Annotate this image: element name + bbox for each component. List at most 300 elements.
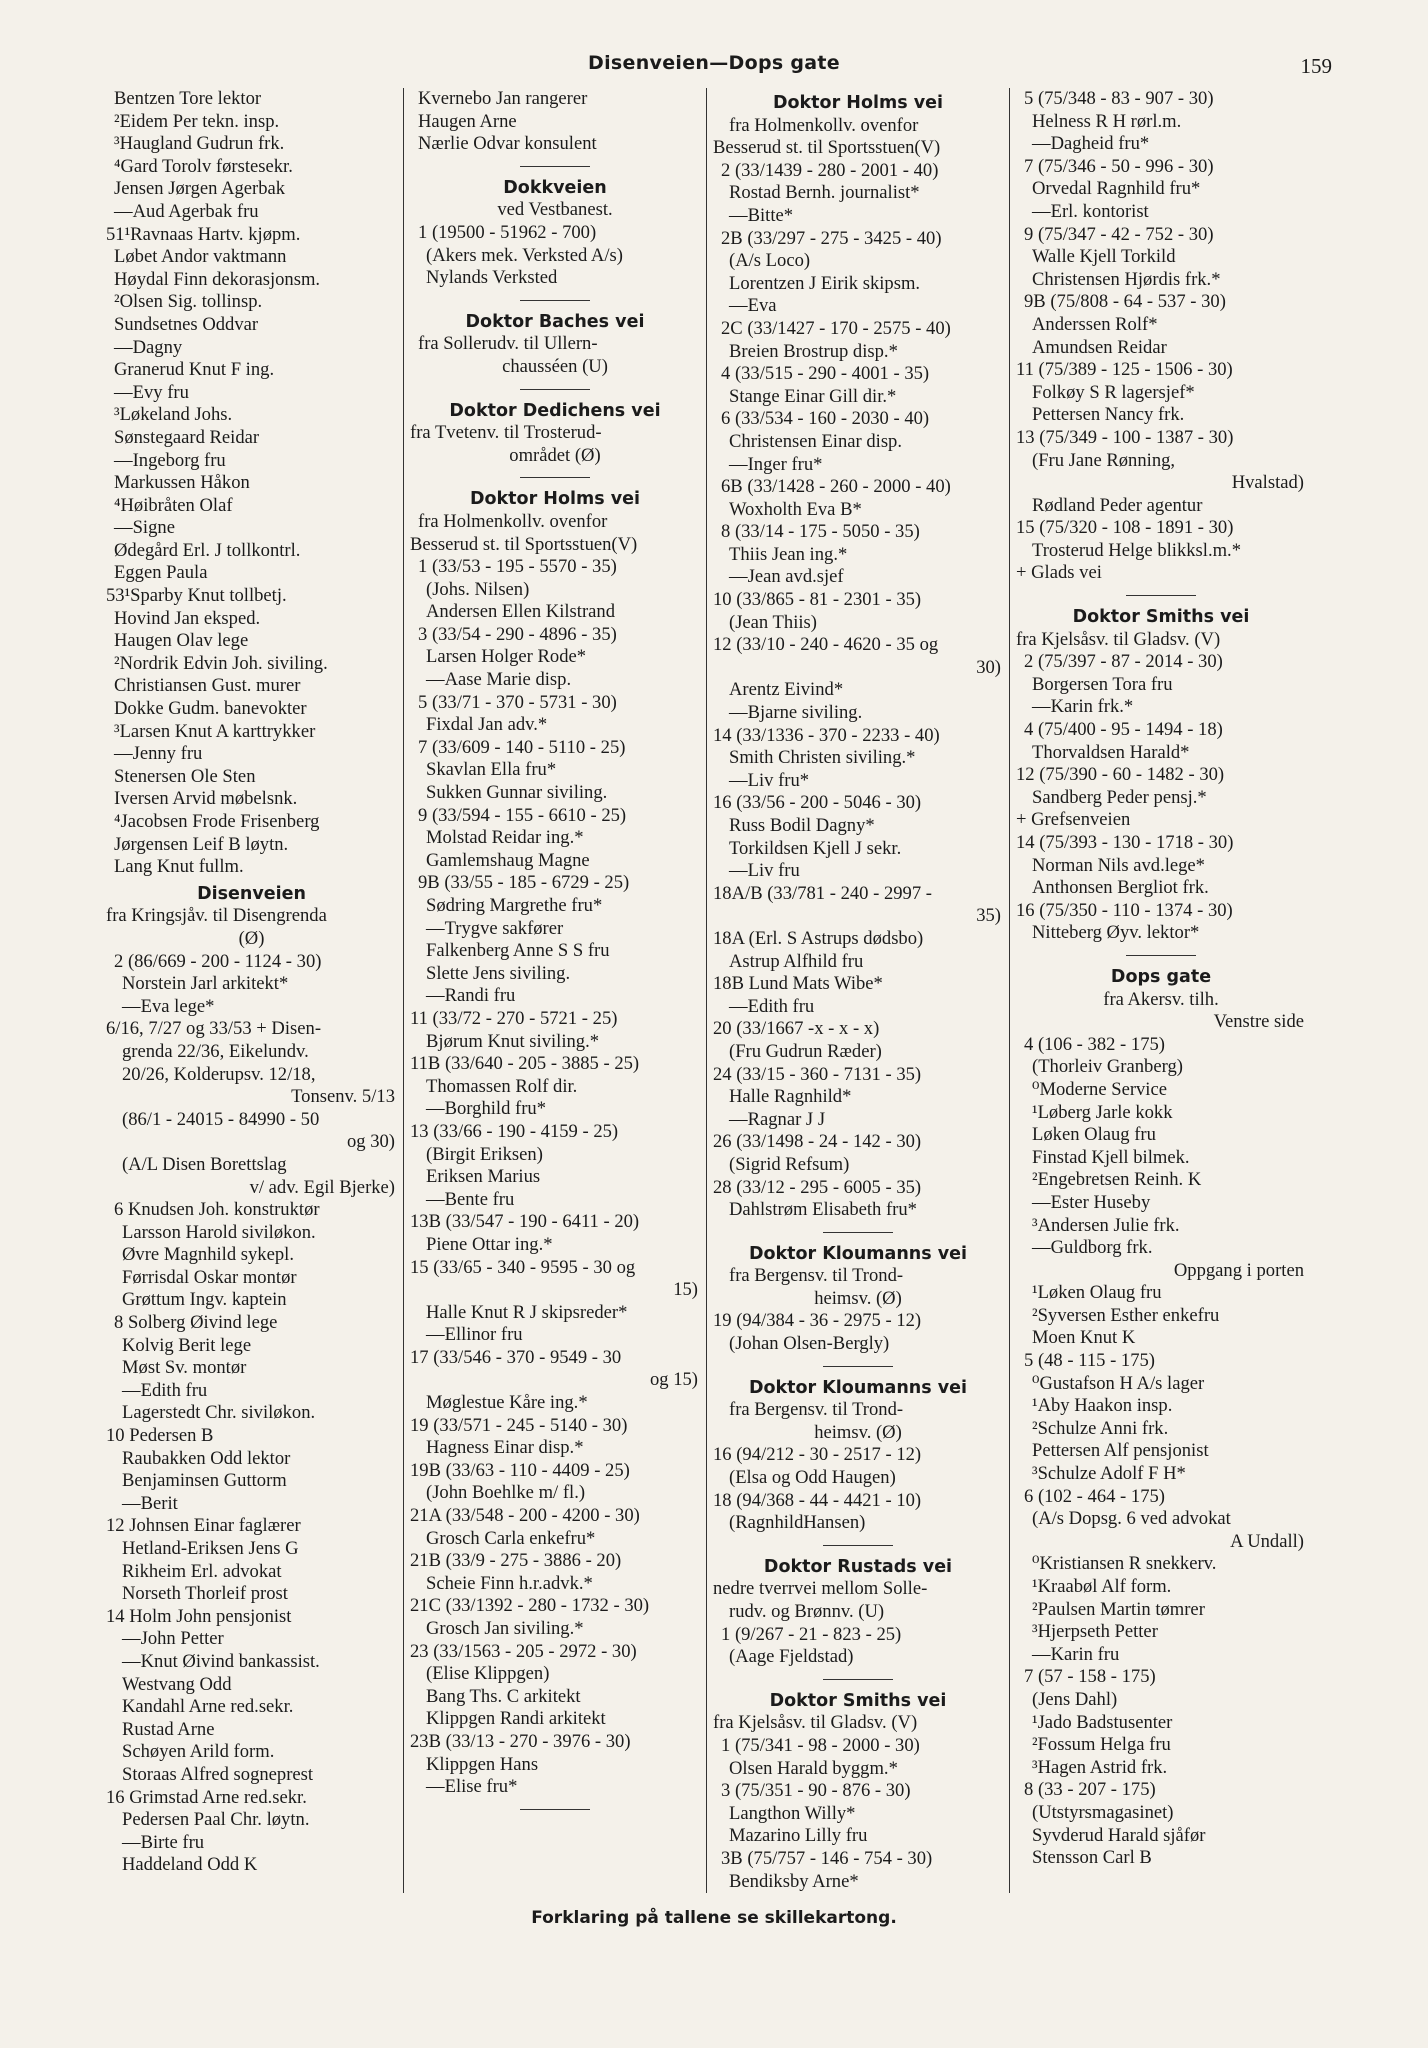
- directory-entry: 13B (33/547 - 190 - 6411 - 20): [410, 1211, 640, 1233]
- directory-entry: Rustad Arne: [122, 1718, 215, 1740]
- directory-entry: Lagerstedt Chr. siviløkon.: [122, 1402, 316, 1424]
- directory-entry: 24 (33/15 - 360 - 7131 - 35): [713, 1063, 922, 1085]
- directory-entry: Mazarino Lilly fru: [729, 1825, 868, 1847]
- directory-entry: Haugen Olav lege: [114, 630, 249, 652]
- directory-entry: —Ellinor fru: [426, 1324, 523, 1346]
- directory-entry: Moen Knut K: [1032, 1327, 1136, 1349]
- page-header: [0, 52, 1428, 86]
- section-divider: [520, 477, 590, 478]
- directory-entry: —Karin fru: [1032, 1643, 1120, 1665]
- directory-entry: Norman Nils avd.lege*: [1032, 854, 1205, 876]
- street-heading: Doktor Smiths vei: [769, 1690, 947, 1711]
- directory-entry: Dokke Gudm. banevokter: [114, 698, 307, 720]
- footer-note: Forklaring på tallene se skillekartong.: [531, 1908, 897, 1928]
- directory-entry: fra Kjelsåsv. til Gladsv. (V): [1016, 628, 1221, 650]
- directory-entry: Woxholth Eva B*: [729, 498, 862, 520]
- directory-entry: Førrisdal Oskar montør: [122, 1266, 297, 1288]
- directory-entry: —Bjarne siviling.: [729, 702, 863, 724]
- directory-entry: ¹Løberg Jarle kokk: [1032, 1101, 1173, 1123]
- directory-entry: Hagness Einar disp.*: [426, 1437, 584, 1459]
- directory-entry: —Knut Øivind bankassist.: [122, 1650, 320, 1672]
- directory-entry: —Jenny fru: [114, 743, 203, 765]
- directory-entry: Grosch Carla enkefru*: [426, 1527, 596, 1549]
- directory-entry: Høydal Finn dekorasjonsm.: [114, 268, 321, 290]
- directory-entry: Rostad Bernh. journalist*: [729, 182, 920, 204]
- directory-entry: Rødland Peder agentur: [1032, 494, 1203, 516]
- directory-entry: fra Tvetenv. til Trosterud-: [410, 422, 602, 444]
- street-heading: Disenveien: [197, 883, 306, 904]
- directory-entry: —Erl. kontorist: [1032, 200, 1149, 222]
- directory-entry: ²Olsen Sig. tollinsp.: [114, 291, 263, 313]
- directory-entry: 12 (75/390 - 60 - 1482 - 30): [1016, 764, 1225, 786]
- directory-entry: ⁰Moderne Service: [1032, 1078, 1167, 1100]
- directory-entry: ⁰Gustafson H A/s lager: [1032, 1372, 1205, 1394]
- directory-entry: Russ Bodil Dagny*: [729, 815, 875, 836]
- directory-entry: Lang Knut fullm.: [114, 856, 244, 878]
- directory-entry: Sønstegaard Reidar: [114, 426, 260, 448]
- directory-entry: Westvang Odd: [122, 1673, 232, 1695]
- directory-entry: 10 (33/865 - 81 - 2301 - 35): [713, 589, 922, 611]
- directory-entry: —Birte fru: [122, 1831, 205, 1853]
- directory-entry: 14 (75/393 - 130 - 1718 - 30): [1016, 832, 1234, 853]
- directory-entry: ⁴Jacobsen Frode Frisenberg: [114, 811, 320, 832]
- directory-entry: fra Sollerudv. til Ullern-: [418, 333, 598, 355]
- directory-entry: Hetland-Eriksen Jens G: [122, 1538, 299, 1559]
- directory-entry: —Randi fru: [426, 985, 516, 1007]
- directory-entry: 2 (75/397 - 87 - 2014 - 30): [1024, 651, 1223, 673]
- directory-entry: ³Andersen Julie frk.: [1032, 1214, 1180, 1236]
- directory-entry: Benjaminsen Guttorm: [122, 1470, 287, 1492]
- directory-entry: 18 (94/368 - 44 - 4421 - 10): [713, 1489, 922, 1511]
- directory-entry: Klippgen Randi arkitekt: [426, 1708, 606, 1730]
- directory-entry: Finstad Kjell bilmek.: [1032, 1146, 1190, 1168]
- directory-entry: 10 Pedersen B: [106, 1425, 214, 1447]
- directory-entry: 1 (75/341 - 98 - 2000 - 30): [721, 1734, 920, 1756]
- directory-entry: 3 (75/351 - 90 - 876 - 30): [721, 1780, 911, 1802]
- directory-entry: 11B (33/640 - 205 - 3885 - 25): [410, 1053, 640, 1075]
- directory-entry: Anthonsen Bergliot frk.: [1032, 877, 1209, 899]
- directory-entry: Sødring Margrethe fru*: [426, 895, 603, 916]
- directory-entry: ²Paulsen Martin tømrer: [1032, 1598, 1205, 1620]
- directory-entry: 7 (75/346 - 50 - 996 - 30): [1024, 155, 1214, 177]
- directory-entry: ¹Løken Olaug fru: [1032, 1282, 1162, 1304]
- street-heading: Doktor Rustads vei: [763, 1556, 953, 1577]
- directory-entry: —Ragnar J J: [729, 1108, 826, 1130]
- directory-entry: (Utstyrsmagasinet): [1032, 1801, 1174, 1823]
- directory-entry: fra Akersv. tilh.: [1103, 988, 1219, 1010]
- directory-entry: 3 (33/54 - 290 - 4896 - 35): [418, 623, 617, 645]
- directory-entry: Løbet Andor vaktmann: [114, 246, 287, 268]
- directory-entry: Besserud st. til Sportsstuen(V): [410, 533, 638, 555]
- directory-entry: 15): [673, 1279, 698, 1301]
- directory-entry: ved Vestbanest.: [497, 199, 613, 221]
- directory-entry: 5 (48 - 115 - 175): [1024, 1350, 1155, 1372]
- directory-entry: 21C (33/1392 - 280 - 1732 - 30): [410, 1595, 650, 1617]
- directory-entry: fra Holmenkollv. ovenfor: [418, 510, 608, 532]
- directory-entry: Borgersen Tora fru: [1032, 673, 1173, 695]
- street-heading: Doktor Dedichens vei: [449, 400, 661, 421]
- directory-entry: Eggen Paula: [114, 562, 208, 584]
- directory-entry: Møst Sv. montør: [122, 1357, 247, 1379]
- directory-entry: —Bitte*: [729, 204, 794, 226]
- directory-entry: fra Kringsjåv. til Disengrenda: [106, 905, 327, 927]
- directory-entry: Møglestue Kåre ing.*: [426, 1392, 588, 1414]
- directory-entry: —Dagny: [114, 336, 183, 358]
- directory-entry: 4 (75/400 - 95 - 1494 - 18): [1024, 719, 1223, 741]
- directory-entry: —Edith fru: [122, 1379, 208, 1401]
- street-heading: Dops gate: [1110, 966, 1212, 987]
- directory-entry: 5 (75/348 - 83 - 907 - 30): [1024, 88, 1214, 109]
- directory-entry: 2 (33/1439 - 280 - 2001 - 40): [721, 159, 939, 181]
- directory-entry: rudv. og Brønnv. (U): [729, 1601, 885, 1622]
- directory-entry: 16 (94/212 - 30 - 2517 - 12): [713, 1444, 922, 1466]
- directory-entry: Rikheim Erl. advokat: [122, 1560, 282, 1582]
- directory-entry: (A/s Dopsg. 6 ved advokat: [1032, 1508, 1231, 1530]
- directory-entry: Dahlstrøm Elisabeth fru*: [729, 1199, 917, 1221]
- section-divider: [520, 1809, 590, 1810]
- directory-entry: 19B (33/63 - 110 - 4409 - 25): [410, 1459, 630, 1481]
- directory-entry: (Birgit Eriksen): [426, 1143, 543, 1165]
- section-divider: [520, 166, 590, 167]
- directory-entry: 8 Solberg Øivind lege: [114, 1312, 278, 1334]
- section-divider: [823, 1232, 893, 1233]
- directory-entry: 35): [976, 905, 1001, 927]
- directory-entry: (Sigrid Refsum): [729, 1153, 850, 1175]
- section-divider: [1126, 955, 1196, 956]
- directory-entry: ⁰Kristiansen R snekkerv.: [1032, 1553, 1217, 1575]
- directory-entry: (Jean Thiis): [729, 611, 817, 633]
- directory-entry: —Dagheid fru*: [1032, 133, 1150, 155]
- directory-entry: 28 (33/12 - 295 - 6005 - 35): [713, 1176, 922, 1198]
- directory-entry: (Akers mek. Verksted A/s): [426, 244, 623, 266]
- directory-entry: Gamlemshaug Magne: [426, 849, 590, 871]
- directory-entry: 21B (33/9 - 275 - 3886 - 20): [410, 1550, 622, 1572]
- directory-entry: Grosch Jan siviling.*: [426, 1618, 584, 1639]
- directory-entry: 6 Knudsen Joh. konstruktør: [114, 1199, 320, 1221]
- directory-entry: 6 (33/534 - 160 - 2030 - 40): [721, 408, 930, 430]
- directory-entry: fra Bergensv. til Trond-: [729, 1399, 904, 1421]
- directory-entry: ²Schulze Anni frk.: [1032, 1417, 1169, 1439]
- directory-entry: Venstre side: [1213, 1011, 1304, 1033]
- directory-entry: Skavlan Ella fru*: [426, 759, 557, 781]
- directory-entry: og 30): [346, 1131, 395, 1153]
- directory-entry: Bendiksby Arne*: [729, 1870, 859, 1892]
- directory-column-3: [706, 88, 1009, 1893]
- directory-entry: 13 (75/349 - 100 - 1387 - 30): [1016, 426, 1234, 448]
- directory-entry: v/ adv. Egil Bjerke): [249, 1176, 395, 1198]
- directory-entry: Grøttum Ingv. kaptein: [122, 1289, 287, 1311]
- directory-entry: Falkenberg Anne S S fru: [426, 940, 610, 962]
- directory-entry: 19 (33/571 - 245 - 5140 - 30): [410, 1414, 628, 1436]
- directory-entry: 5 (33/71 - 370 - 5731 - 30): [418, 691, 617, 713]
- directory-entry: 6B (33/1428 - 260 - 2000 - 40): [721, 476, 951, 498]
- directory-entry: Storaas Alfred sogneprest: [122, 1763, 314, 1785]
- directory-entry: Stange Einar Gill dir.*: [729, 385, 897, 407]
- directory-entry: Hvalstad): [1231, 472, 1304, 494]
- directory-entry: Raubakken Odd lektor: [122, 1447, 291, 1469]
- directory-entry: Smith Christen siviling.*: [729, 747, 916, 769]
- directory-entry: + Grefsenveien: [1016, 809, 1131, 831]
- directory-entry: ²Syversen Esther enkefru: [1032, 1304, 1220, 1326]
- directory-entry: 1 (33/53 - 195 - 5570 - 35): [418, 556, 617, 578]
- directory-entry: Orvedal Ragnhild fru*: [1032, 178, 1201, 200]
- directory-entry: 14 Holm John pensjonist: [106, 1605, 292, 1627]
- directory-entry: Slette Jens siviling.: [426, 962, 571, 984]
- directory-entry: ³Larsen Knut A karttrykker: [114, 720, 316, 742]
- directory-column-4: [1009, 88, 1312, 1893]
- directory-entry: 8 (33/14 - 175 - 5050 - 35): [721, 521, 920, 543]
- directory-entry: Ødegård Erl. J tollkontrl.: [114, 539, 301, 561]
- directory-entry: Oppgang i porten: [1173, 1259, 1304, 1281]
- directory-entry: —Ingeborg fru: [114, 449, 226, 471]
- directory-entry: —Trygve sakfører: [426, 917, 564, 939]
- directory-entry: Walle Kjell Torkild: [1032, 246, 1176, 268]
- directory-entry: Eriksen Marius: [426, 1166, 541, 1188]
- directory-entry: Sandberg Peder pensj.*: [1032, 786, 1207, 808]
- directory-entry: (Elsa og Odd Haugen): [729, 1467, 896, 1489]
- directory-entry: Bentzen Tore lektor: [114, 88, 262, 109]
- directory-entry: Amundsen Reidar: [1032, 336, 1167, 358]
- directory-entry: ³Hjerpseth Petter: [1032, 1621, 1158, 1643]
- section-divider: [1126, 595, 1196, 596]
- directory-entry: Tonsenv. 5/13: [291, 1086, 395, 1108]
- directory-entry: 2C (33/1427 - 170 - 2575 - 40): [721, 317, 951, 339]
- street-heading: Doktor Baches vei: [465, 311, 645, 332]
- directory-entry: —Elise fru*: [426, 1776, 518, 1798]
- directory-entry: Kandahl Arne red.sekr.: [122, 1696, 294, 1718]
- directory-entry: 19 (94/384 - 36 - 2975 - 12): [713, 1310, 922, 1332]
- directory-entry: Nærlie Odvar konsulent: [418, 133, 597, 155]
- street-heading: Doktor Smiths vei: [1072, 607, 1250, 628]
- directory-entry: ³Hagen Astrid frk.: [1032, 1756, 1168, 1778]
- directory-entry: ⁴Gard Torolv førstesekr.: [114, 155, 293, 177]
- directory-entry: og 15): [649, 1369, 698, 1391]
- directory-entry: (Elise Klippgen): [426, 1663, 550, 1685]
- directory-entry: ¹Aby Haakon insp.: [1032, 1395, 1173, 1417]
- directory-entry: Haddeland Odd K: [122, 1854, 258, 1876]
- directory-entry: A Undall): [1230, 1530, 1304, 1552]
- directory-entry: 20/26, Kolderupsv. 12/18,: [122, 1063, 316, 1085]
- directory-entry: + Glads vei: [1016, 562, 1102, 584]
- directory-entry: —Aud Agerbak fru: [114, 200, 259, 222]
- directory-entry: ²Eidem Per tekn. insp.: [114, 110, 280, 132]
- directory-entry: Besserud st. til Sportsstuen(V): [713, 137, 941, 159]
- directory-entry: Astrup Alfhild fru: [729, 950, 864, 972]
- directory-entry: Torkildsen Kjell J sekr.: [729, 837, 902, 859]
- directory-entry: Stensson Carl B: [1032, 1847, 1152, 1869]
- directory-entry: grenda 22/36, Eikelundv.: [122, 1040, 309, 1062]
- directory-entry: 30): [976, 656, 1001, 678]
- directory-entry: 6 (102 - 464 - 175): [1024, 1485, 1165, 1507]
- directory-entry: Norstein Jarl arkitekt*: [122, 973, 289, 995]
- directory-entry: chausséen (U): [502, 355, 608, 377]
- directory-entry: —Inger fru*: [729, 453, 823, 475]
- directory-entry: —John Petter: [122, 1628, 224, 1650]
- directory-entry: 9B (33/55 - 185 - 6729 - 25): [418, 872, 630, 894]
- directory-entry: Sundsetnes Oddvar: [114, 313, 259, 335]
- directory-entry: Norseth Thorleif prost: [122, 1583, 288, 1605]
- section-divider: [520, 389, 590, 390]
- directory-entry: ⁴Høibråten Olaf: [114, 494, 233, 516]
- directory-entry: —Eva lege*: [122, 995, 215, 1017]
- directory-entry: Arentz Eivind*: [729, 679, 844, 701]
- directory-entry: 15 (75/320 - 108 - 1891 - 30): [1016, 517, 1234, 539]
- directory-columns: [100, 88, 1314, 1893]
- section-divider: [823, 1366, 893, 1367]
- directory-entry: Halle Ragnhild*: [729, 1086, 852, 1108]
- directory-entry: Breien Brostrup disp.*: [729, 340, 898, 362]
- directory-entry: Bjørum Knut siviling.*: [426, 1030, 600, 1052]
- directory-entry: Løken Olaug fru: [1032, 1124, 1156, 1146]
- directory-entry: —Liv fru: [729, 860, 800, 882]
- directory-entry: Anderssen Rolf*: [1032, 313, 1158, 335]
- directory-entry: Bang Ths. C arkitekt: [426, 1685, 581, 1707]
- street-heading: Dokkveien: [503, 177, 607, 198]
- directory-column-1: [100, 88, 403, 1893]
- directory-entry: Kvernebo Jan rangerer: [418, 88, 588, 109]
- directory-entry: —Ester Huseby: [1032, 1191, 1151, 1213]
- directory-entry: Pedersen Paal Chr. løytn.: [122, 1809, 310, 1831]
- directory-entry: Klippgen Hans: [426, 1753, 539, 1775]
- directory-entry: 16 (33/56 - 200 - 5046 - 30): [713, 792, 922, 814]
- directory-entry: 12 Johnsen Einar faglærer: [106, 1515, 301, 1537]
- section-divider: [823, 1545, 893, 1546]
- directory-entry: 7 (57 - 158 - 175): [1024, 1666, 1156, 1688]
- directory-entry: fra Holmenkollv. ovenfor: [729, 114, 919, 136]
- directory-entry: (John Boehlke m/ fl.): [426, 1482, 586, 1504]
- directory-entry: 7 (33/609 - 140 - 5110 - 25): [418, 736, 626, 758]
- running-title: Disenveien—Dops gate: [588, 52, 840, 74]
- directory-entry: nedre tverrvei mellom Solle-: [713, 1578, 928, 1600]
- directory-entry: 51¹Ravnaas Hartv. kjøpm.: [106, 223, 301, 245]
- directory-entry: Christiansen Gust. murer: [114, 675, 301, 697]
- directory-entry: Molstad Reidar ing.*: [426, 827, 584, 849]
- directory-entry: —Borghild fru*: [426, 1098, 546, 1120]
- section-divider: [823, 1679, 893, 1680]
- directory-entry: —Karin frk.*: [1032, 696, 1134, 718]
- directory-entry: Fixdal Jan adv.*: [426, 714, 548, 736]
- directory-entry: Lorentzen J Eirik skipsm.: [729, 272, 921, 294]
- directory-entry: heimsv. (Ø): [814, 1421, 902, 1443]
- directory-entry: 16 Grimstad Arne red.sekr.: [106, 1786, 307, 1808]
- directory-entry: Stenersen Ole Sten: [114, 765, 256, 787]
- directory-entry: Christensen Hjørdis frk.*: [1032, 268, 1221, 290]
- directory-entry: (Jens Dahl): [1032, 1688, 1118, 1710]
- directory-column-2: [403, 88, 706, 1893]
- directory-entry: Olsen Harald byggm.*: [729, 1757, 898, 1779]
- directory-entry: 20 (33/1667 -x - x - x): [713, 1018, 880, 1040]
- directory-entry: Trosterud Helge blikksl.m.*: [1032, 539, 1242, 561]
- street-heading: Doktor Kloumanns vei: [748, 1377, 968, 1398]
- directory-entry: området (Ø): [509, 444, 601, 466]
- directory-entry: —Signe: [114, 517, 175, 539]
- directory-entry: 2B (33/297 - 275 - 3425 - 40): [721, 227, 942, 249]
- directory-entry: —Jean avd.sjef: [729, 566, 844, 588]
- directory-entry: (RagnhildHansen): [729, 1512, 866, 1534]
- directory-entry: Iversen Arvid møbelsnk.: [114, 788, 298, 810]
- directory-entry: Kolvig Berit lege: [122, 1334, 252, 1356]
- directory-entry: 26 (33/1498 - 24 - 142 - 30): [713, 1131, 922, 1153]
- directory-entry: Granerud Knut F ing.: [114, 359, 275, 381]
- directory-entry: Scheie Finn h.r.advk.*: [426, 1572, 593, 1594]
- directory-entry: ³Schulze Adolf F H*: [1032, 1463, 1186, 1485]
- directory-entry: Christensen Einar disp.: [729, 430, 902, 452]
- directory-entry: 9 (33/594 - 155 - 6610 - 25): [418, 804, 627, 826]
- directory-entry: 18B Lund Mats Wibe*: [713, 973, 883, 995]
- directory-entry: 11 (75/389 - 125 - 1506 - 30): [1016, 359, 1233, 381]
- directory-entry: —Eva: [729, 295, 777, 317]
- directory-entry: (A/s Loco): [729, 250, 811, 272]
- directory-entry: Nitteberg Øyv. lektor*: [1032, 922, 1200, 944]
- directory-entry: (Fru Jane Rønning,: [1032, 449, 1176, 471]
- directory-entry: Pettersen Nancy frk.: [1032, 404, 1185, 426]
- directory-entry: (Johan Olsen-Bergly): [729, 1333, 890, 1355]
- directory-entry: ¹Kraabøl Alf form.: [1032, 1576, 1172, 1597]
- directory-entry: (Aage Fjeldstad): [729, 1646, 854, 1668]
- directory-entry: Thiis Jean ing.*: [729, 543, 848, 565]
- directory-entry: ²Nordrik Edvin Joh. siviling.: [114, 652, 328, 674]
- directory-entry: (Johs. Nilsen): [426, 578, 530, 600]
- directory-entry: Helness R H rørl.m.: [1032, 110, 1182, 132]
- directory-entry: ²Fossum Helga fru: [1032, 1734, 1171, 1756]
- directory-entry: 4 (33/515 - 290 - 4001 - 35): [721, 363, 930, 385]
- directory-entry: Piene Ottar ing.*: [426, 1233, 553, 1255]
- directory-entry: 18A/B (33/781 - 240 - 2997 -: [713, 882, 932, 904]
- directory-entry: 6/16, 7/27 og 33/53 + Disen-: [106, 1018, 322, 1040]
- directory-entry: 8 (33 - 207 - 175): [1024, 1779, 1156, 1801]
- directory-entry: 4 (106 - 382 - 175): [1024, 1033, 1165, 1055]
- directory-entry: —Berit: [122, 1492, 178, 1514]
- directory-entry: 1 (19500 - 51962 - 700): [418, 221, 597, 243]
- directory-entry: (Ø): [238, 927, 265, 949]
- directory-entry: 14 (33/1336 - 370 - 2233 - 40): [713, 724, 940, 746]
- street-heading: Doktor Holms vei: [470, 489, 640, 510]
- directory-entry: 9 (75/347 - 42 - 752 - 30): [1024, 223, 1214, 245]
- directory-entry: Thomassen Rolf dir.: [426, 1075, 578, 1097]
- directory-entry: Jørgensen Leif B løytn.: [114, 833, 289, 855]
- directory-entry: Markussen Håkon: [114, 472, 250, 494]
- directory-entry: Pettersen Alf pensjonist: [1032, 1440, 1209, 1462]
- directory-entry: 16 (75/350 - 110 - 1374 - 30): [1016, 899, 1233, 921]
- directory-entry: —Liv fru*: [729, 769, 810, 791]
- directory-entry: (Fru Gudrun Ræder): [729, 1040, 882, 1062]
- directory-entry: Nylands Verksted: [426, 267, 558, 289]
- directory-entry: 21A (33/548 - 200 - 4200 - 30): [410, 1505, 640, 1527]
- directory-entry: 9B (75/808 - 64 - 537 - 30): [1024, 291, 1226, 313]
- directory-entry: Langthon Willy*: [729, 1802, 856, 1824]
- directory-entry: 53¹Sparby Knut tollbetj.: [106, 585, 287, 607]
- directory-entry: fra Kjelsåsv. til Gladsv. (V): [713, 1712, 918, 1734]
- directory-entry: Larsen Holger Rode*: [426, 646, 587, 668]
- section-divider: [520, 300, 590, 301]
- directory-entry: ³Haugland Gudrun frk.: [114, 133, 285, 155]
- directory-entry: (A/L Disen Borettslag: [122, 1153, 287, 1175]
- directory-entry: Syvderud Harald sjåfør: [1032, 1824, 1206, 1846]
- directory-entry: Øvre Magnhild sykepl.: [122, 1244, 294, 1266]
- directory-entry: ²Engebretsen Reinh. K: [1032, 1169, 1202, 1191]
- directory-entry: 12 (33/10 - 240 - 4620 - 35 og: [713, 634, 939, 656]
- directory-entry: 15 (33/65 - 340 - 9595 - 30 og: [410, 1256, 636, 1278]
- directory-entry: Hovind Jan eksped.: [114, 607, 261, 629]
- directory-entry: heimsv. (Ø): [814, 1287, 902, 1309]
- directory-entry: 1 (9/267 - 21 - 823 - 25): [721, 1623, 902, 1645]
- directory-entry: 11 (33/72 - 270 - 5721 - 25): [410, 1007, 618, 1029]
- directory-entry: —Edith fru: [729, 995, 815, 1017]
- page-number: 159: [1300, 54, 1332, 78]
- directory-entry: Thorvaldsen Harald*: [1032, 741, 1190, 763]
- directory-entry: ¹Jado Badstusenter: [1032, 1711, 1173, 1733]
- directory-entry: 23B (33/13 - 270 - 3976 - 30): [410, 1730, 631, 1752]
